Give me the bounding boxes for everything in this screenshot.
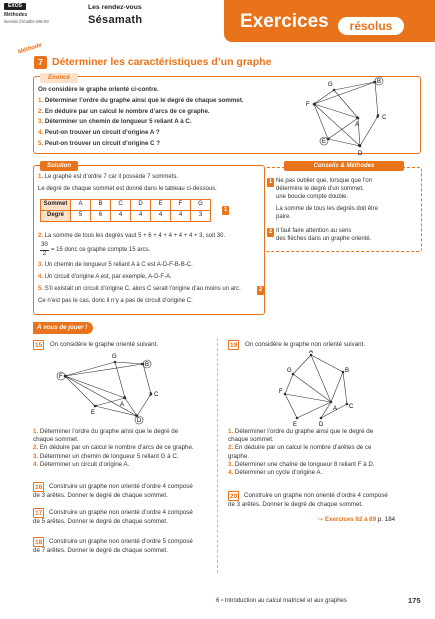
list-item: chaque sommet. xyxy=(228,436,274,444)
conseil-line: une boucle compte double. xyxy=(276,194,349,200)
solution-line: 5. S’il existait un circuit d’origine C, alors C serait l’origine d’au moins un arc. xyxy=(38,286,241,292)
table-cell: G xyxy=(191,200,211,211)
vertex-label: E xyxy=(322,139,327,145)
graph-ex19 xyxy=(275,350,365,428)
solution-line: 4. Un circuit d’origine A est, par exemple, A-D-F-A. xyxy=(38,274,172,280)
table-cell: E xyxy=(151,200,171,211)
conseil-line: des flèches dans un graphe orienté. xyxy=(276,236,372,242)
enonce-graph xyxy=(300,76,400,158)
table-cell: 4 xyxy=(151,211,171,222)
table-cell: 6 xyxy=(91,211,111,222)
exercise-text: Construire un graphe non orienté d’ordre 5 composé xyxy=(49,538,193,545)
exercise-number-19: 19 xyxy=(230,342,238,349)
exercise-intro: On considère le graphe non orienté suivant. xyxy=(245,341,366,348)
list-item: 1. Déterminer l’ordre du graphe ainsi que le degré de xyxy=(228,428,374,435)
a-vous-label: À vous de jouer ! xyxy=(33,322,93,334)
vertex-label: C xyxy=(382,115,387,121)
list-item: 4. Déterminer un circuit d’origine A. xyxy=(33,460,130,468)
exercise-text: de 3 arêtes. Donner le degré de chaque sommet. xyxy=(33,492,168,499)
table-cell: 4 xyxy=(111,211,131,222)
table-cell: 5 xyxy=(71,211,91,222)
table-row xyxy=(41,211,211,222)
exercise-intro: On considère le graphe orienté suivant. xyxy=(50,341,159,348)
graph-ex15 xyxy=(55,350,165,425)
exercise-15-list xyxy=(33,428,213,469)
page-number: 175 xyxy=(408,596,421,605)
methode-number: 7 xyxy=(34,56,47,69)
list-item: 2. En déduire par un calcul le nombre d’arêtes de ce xyxy=(228,444,372,452)
conseils-label: Conseils & Méthodes xyxy=(284,161,404,171)
vertex-label: C xyxy=(349,404,354,410)
solution-line: Ce n’est pas le cas, donc il n’y a pas de circuit d’origine C. xyxy=(38,298,193,304)
solution-label: Solution xyxy=(40,161,78,171)
vertex-label: D xyxy=(319,422,324,428)
exercise-text: Construire un graphe non orienté d’ordre 4 composé xyxy=(244,492,388,499)
exercise-number-18: 18 xyxy=(35,539,43,546)
footer-chapter: 6 • Introduction au calcul matriciel et aux graphes xyxy=(216,598,347,604)
conseil-badge-2: 2 xyxy=(258,287,263,293)
exercise-number-15: 15 xyxy=(35,342,43,349)
rendez-vous-label: Les rendez-vous xyxy=(88,4,142,11)
degree-table xyxy=(40,199,211,222)
conseil-line: détermine le degré d’un sommet, xyxy=(276,186,364,192)
table-cell: D xyxy=(131,200,151,211)
enonce-item: 5. Peut-on trouver un circuit d’origine C ? xyxy=(38,139,161,147)
vertex-label: F xyxy=(306,102,310,108)
vertex-label: D xyxy=(358,151,363,157)
exercise-text: de 3 arêtes. Donner le degré de chaque sommet. xyxy=(228,501,363,508)
enonce-item: 1. Déterminer l’ordre du graphe ainsi que le degré de chaque sommet. xyxy=(38,96,244,104)
vertex-label: B xyxy=(345,368,350,374)
list-item: chaque sommet. xyxy=(33,436,79,444)
vertex-label: G xyxy=(287,368,292,374)
vertex-label: F xyxy=(59,374,63,380)
enonce-item: 2. En déduire par un calcul le nombre d’arcs de ce graphe. xyxy=(38,107,210,115)
vertex-label: A xyxy=(309,350,314,355)
list-item: 3. Déterminer un chemin de longueur 5 reliant G à C. xyxy=(33,452,179,460)
list-item: 1. Déterminer l’ordre du graphe ainsi que le degré de xyxy=(33,428,179,435)
fraction: 30 2 xyxy=(41,242,48,257)
vertex-label: A xyxy=(333,406,338,412)
vertex-label: A xyxy=(120,402,125,408)
vertex-label: B xyxy=(145,362,150,368)
more-exercises-link[interactable]: ↪ Exercices 62 à 69 p. 184 xyxy=(318,516,396,523)
methode-tag: Méthode xyxy=(17,42,43,56)
solution-line: = 15 donc ce graphe compte 15 arcs. xyxy=(51,247,151,253)
exercise-text: Construire un graphe non orienté d’ordre 4 composé xyxy=(49,509,193,516)
conseil-line: Ne pas oublier que, lorsque que l’on xyxy=(276,178,373,184)
sesamath-logo: Sésamath xyxy=(88,14,143,26)
banner-pill: résolus xyxy=(338,17,404,35)
methodes-link[interactable]: lienmini.fr/maths-s06-03 xyxy=(4,19,49,24)
conseil-line: La somme de tous les degrés doit être xyxy=(276,206,379,212)
conseil-line: paire. xyxy=(276,214,292,220)
solution-line: 2. La somme de tous les degrés vaut 5 + 6 + 4 + 4 + 4 + 4 + 3, soit 30. xyxy=(38,233,226,239)
arrow-icon: ↪ xyxy=(318,516,324,523)
vertex-label: C xyxy=(154,392,159,398)
table-cell: 3 xyxy=(191,211,211,222)
exercise-text: de 5 arêtes. Donner le degré de chaque sommet. xyxy=(33,518,168,525)
exercise-number-20: 20 xyxy=(230,493,238,500)
methodes-label: Méthodes xyxy=(4,12,28,18)
vertex-label: A xyxy=(355,122,360,128)
table-row xyxy=(41,200,211,211)
column-divider xyxy=(217,338,218,573)
conseil-badge-1: 1 xyxy=(268,179,273,185)
exercise-number-16: 16 xyxy=(35,484,43,491)
list-item: 3. Déterminer une chaîne de longueur 8 reliant F à D. xyxy=(228,460,375,468)
vertex-label: D xyxy=(137,418,142,424)
exercise-19-list xyxy=(228,428,418,477)
enonce-intro: On considère le graphe orienté ci-contre. xyxy=(38,86,159,93)
table-cell: B xyxy=(91,200,111,211)
table-cell: A xyxy=(71,200,91,211)
table-cell: C xyxy=(111,200,131,211)
enonce-item: 3. Déterminer un chemin de longueur 5 reliant A à C. xyxy=(38,118,192,126)
vertex-label: E xyxy=(293,422,298,428)
conseil-badge-2: 2 xyxy=(268,229,273,235)
exercise-text: Construire un graphe non orienté d’ordre 4 composé xyxy=(49,483,193,490)
table-cell: F xyxy=(171,200,191,211)
list-item: 2. En déduire par un calcul le nombre d’arcs de ce graphe. xyxy=(33,444,194,452)
methode-title: Déterminer les caractéristiques d’un graphe xyxy=(52,56,272,68)
vertex-label: F xyxy=(279,389,283,395)
table-head: Sommet xyxy=(41,200,71,211)
vertex-label: G xyxy=(112,354,117,360)
vertex-label: G xyxy=(328,82,333,88)
list-item: graphe. xyxy=(228,452,249,460)
list-item: 4. Déterminer un cycle d’origine A. xyxy=(228,468,323,476)
solution-line: Le degré de chaque sommet est donné dans le tableau ci-dessous. xyxy=(38,186,217,192)
vertex-label: E xyxy=(91,410,96,416)
conseil-badge-1: 1 xyxy=(223,207,228,213)
exercise-text: de 7 arêtes. Donner le degré de chaque sommet. xyxy=(33,547,168,554)
banner-title: Exercices xyxy=(240,11,329,32)
table-cell: 4 xyxy=(131,211,151,222)
exercise-number-17: 17 xyxy=(35,510,43,517)
table-head: Degré xyxy=(41,211,71,222)
enonce-text xyxy=(38,86,278,151)
table-cell: 4 xyxy=(171,211,191,222)
solution-line: 1. Le graphe est d’ordre 7 car il possède 7 sommets. xyxy=(38,174,179,180)
enonce-label: Enoncé xyxy=(40,73,78,83)
vertex-label: B xyxy=(377,79,382,85)
exos-tag: EXOS xyxy=(4,3,26,10)
solution-line: 3. Un chemin de longueur 5 reliant A à C est A-D-F-B-B-C. xyxy=(38,262,193,268)
conseil-line: Il faut faire attention au sens xyxy=(276,228,352,234)
enonce-item: 4. Peut-on trouver un circuit d’origine A ? xyxy=(38,129,160,137)
